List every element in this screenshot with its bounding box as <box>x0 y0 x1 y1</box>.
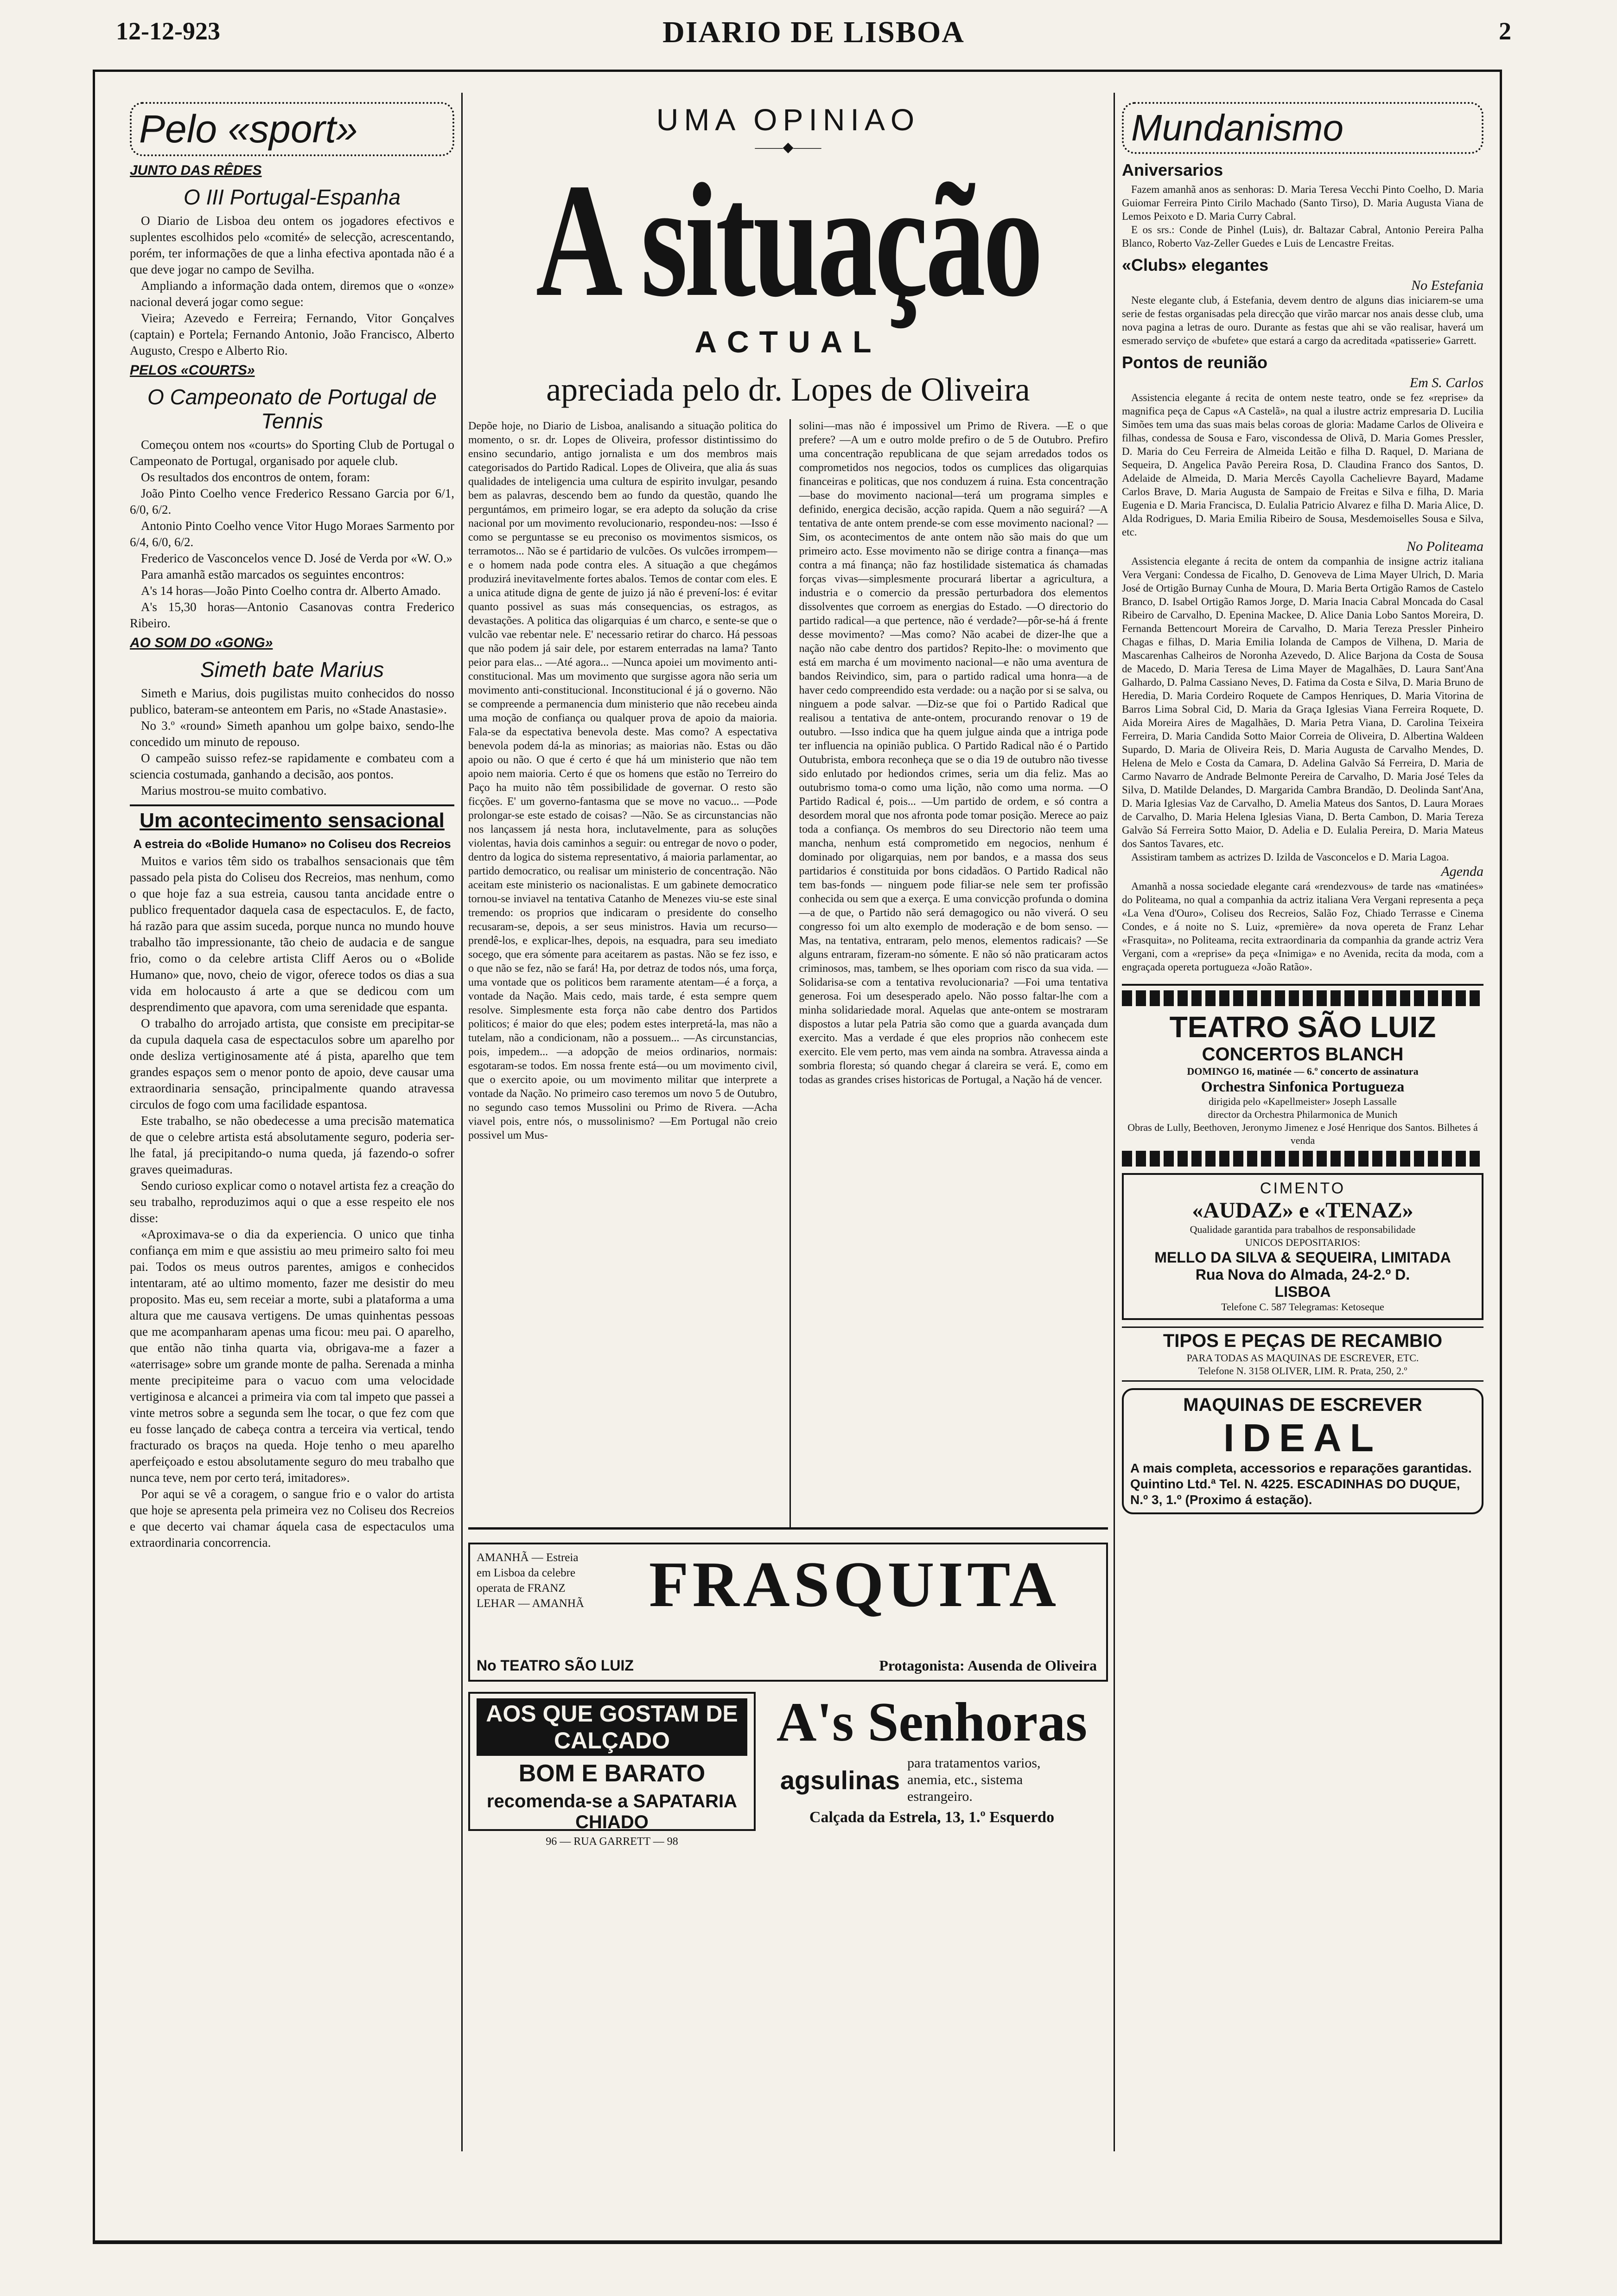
paragraph: Marius mostrou-se muito combativo. <box>141 784 327 797</box>
headline: A situação <box>535 150 1041 331</box>
frasquita-venue: No TEATRO SÃO LUIZ <box>477 1657 634 1674</box>
paragraph: Assistencia elegante á recita de ontem neste teatro, onde se fez «reprise» da magnifica peça de Capus «A Castelã», na qual a ilustre actriz empresaria D. Lucilia Simões tem uma das suas mais belas coroas de gloria: Madame Carlos de Oliveira e filhas, condessa de Sousa e Faro, viscondessa de Olivã, D. Maria Gomes Pressler, D. Maria do Ceu Ferreira de Almeida Leitão e filha D. Raquel, D. Mariana de Sequeira, D. Angelica Pavão Pereira Rosa, D. Claudina Franco dos Santos, D. Adelaide de Almeida, D. Maria Mercês Cayolla Cachelievre Bayard, Madame Carlos Brave, D. Maria Augusta de Sampaio de Freitas e Silva e filha, D. Maria Eugenia e D. Maria Francisca, D. Eulalia Patricio Alvarez e filha D. Maria Alice, D. Alda Rodrigues, D. Maria Emilia Ribeiro de Sousa, Mesdemoiselles Sousa e Silva, etc. <box>1122 392 1483 538</box>
paragraph: Vieira; Azevedo e Ferreira; Fernando, Vitor Gonçalves (captain) e Portela; Fernando Antonio, João Francisco, Alberto Augusto, Crespo e Alberto Rio. <box>130 311 454 357</box>
article-kicker: UMA OPINIAO <box>656 102 920 137</box>
headline-secondary: ACTUAL <box>694 325 882 359</box>
paragraph: Ampliando a informação dada ontem, diremos que o «onze» nacional deverá jogar como segue: <box>130 279 454 309</box>
frasquita-advert <box>468 1543 1108 1682</box>
paragraph: Para amanhã estão marcados os seguintes encontros: <box>141 568 405 581</box>
ad-line: LEHAR — AMANHÃ <box>477 1597 584 1610</box>
teatro-line: Obras de Lully, Beethoven, Jeronymo Jimenez e José Henrique dos Santos. Bilhetes á venda <box>1127 1122 1478 1146</box>
sport-column-title: Pelo «sport» <box>130 102 454 156</box>
article-text-col-1: Depõe hoje, no Diario de Lisboa, analisando a situação politica do momento, o sr. dr. Lopes de Oliveira, professor distintissimo do ensino secundario, antigo jornalista e um dos membros mais categorisados do Partido Radical. Lopes de Oliveira, que alia ás suas qualidades de inteligencia uma cultura de espirito invulgar, pesando bem as palavras, descendo bem ao fundo da questão, quando lhe perguntámos, em primeiro logar, se era adepto da solução da crise nacional por um movimento revolucionario, respondeu-nos: —Isso é como se perguntasse se eu preconiso os movimentos sismicos, os terramotos... Não se é partidario de vulcões. Os vulcões irrompem—e o homem nada pode contra eles. A situação a que chegámos produzirá inevitavelmente fortes abalos. Temos de contar com eles. E a unica atitude digna de gente de juizo já não é prevení-los: é evitar quanto possivel as suas más consequencias, os estragos, as devastações. A politica das oligarquias é um charco, e sente-se que o vulcão vae rebentar nele. E' necessario retirar do charco. Há pessoas que não podem já sair dele, por estarem enterradas na lama? Tanto peior para elas... —Até agora... —Nunca apoiei um movimento anti-constitucional. Mas um movimento que surgisse agora não seria um movimento anti-constitucional. Inconstitucional é já o governo. Não se compreende a permanencia dum ministerio que não recebeu ainda uma moção de confiança ou qualquer prova de apoio da maioria. Fala-se da espectativa benevola deste. Mas como? A espectativa benevola podem dá-la as minorias; as maiorias não. Estas ou dão apoio ou não. O que é certo é que há um ministerio que não tem apoio nem maioria. Certo é que os homens que estão no Terreiro do Paço ha muito não têm possibilidade de governar. O resto são ficções. E' um governo-fantasma que se move no vacuo... —Pode prolongar-se este estado de coisas? —Não. Se as circunstancias não nos lançassem já nesta hora, inclutavelmente, para as soluções violentas, havia dois caminhos a seguir: ou entregar de novo o poder, dentro da logica do sistema representativo, á maioria parlamentar, ao partido democratico, ou realisar um ministerio de concentração. Não aceitam este ministerio os nacionalistas. E um gabinete democratico tornou-se inviavel na tentativa Catanho de Menezes viu-se este sinal tremendo: os proprios que indicaram o presidente do conselho recusaram-se, depois, a ser seus ministros. Havia um recurso—prendê-los, e explicar-lhes, depois, na esquadra, para seu imediato socego, que era sómente para aceitarem as pastas. Não se fez isso, e o que não se fez, não se fará! Ha, por detraz de todos nós, uma força, uma vontade que os politicos bem raramente atentam—é a força, a vontade da Nação. Mais cedo, mais tarde, é esta sempre quem resolve. Simplesmente esta força não cabe dentro dos Partidos politicos; é maior do que eles; podem estes interpretá-la, mas não a tutelam, não a condicionam, não a possuem... —As circunstancias, pois, impedem... —a adopção de meios ordinarios, normais: esgotaram-se todos. Em nossa frente está—ou um movimento civil, que o exercito apoie, ou um movimento militar que interprete a vontade da Nação. No primeiro caso teremos um novo 5 de Outubro, no segundo caso temos Mussolini ou Primo de Rivera. —Acha viavel pois, entre nós, o mussolinismo? —Em Portugal não creio possivel um Mus- <box>468 420 777 1142</box>
paragraph: Por aqui se vê a coragem, o sangue frio e o valor do artista que hoje se apresenta pela primeira vez no Coliseu dos Recreios e que decerto vai chamar áquela casa de espectaculos uma extraordinaria concorrencia. <box>130 1487 454 1550</box>
teatro-title: TEATRO SÃO LUIZ <box>1169 1010 1436 1044</box>
article-body <box>468 419 1108 1530</box>
paragraph: Este trabalho, se não obedecesse a uma precisão matematica de que o celebre artista está absolutamente seguro, poderia ser-lhe fatal, já precipitando-o numa queda, já fazendo-o sofrer graves queimaduras. <box>130 1114 454 1176</box>
paragraph: Começou ontem nos «courts» do Sporting Club de Portugal o Campeonato de Portugal, organisado por aquele club. <box>130 438 454 468</box>
issue-date: 12-12-923 <box>116 17 220 45</box>
senhoras-description: para tratamentos varios, anemia, etc., sistema estrangeiro. <box>907 1755 1041 1804</box>
newspaper-title: DIARIO DE LISBOA <box>662 15 965 49</box>
society-column <box>1122 93 1483 2235</box>
calcado-address: 96 — RUA GARRETT — 98 <box>546 1836 678 1848</box>
calcado-headline: AOS QUE GOSTAM DE CALÇADO <box>477 1698 747 1756</box>
section-heading: AO SOM DO «GONG» <box>130 635 273 651</box>
senhoras-advert <box>765 1692 1099 1831</box>
maquinas-details: A mais completa, accessorios e reparações garantidas. Quintino Ltd.ª Tel. N. 4225. ESCADINHAS DO DUQUE, N.º 3, 1.º (Proximo á estação). <box>1130 1461 1472 1507</box>
venue-heading: Em S. Carlos <box>1409 375 1483 390</box>
article-heading: Simeth bate Marius <box>200 657 384 682</box>
paragraph: No 3.º «round» Simeth apanhou um golpe baixo, sendo-lhe concedido um minuto de repouso. <box>130 719 454 749</box>
venue-heading: Agenda <box>1441 864 1483 879</box>
section-heading: PELOS «COURTS» <box>130 363 255 378</box>
calcado-shop: recomenda-se a SAPATARIA CHIADO <box>486 1791 738 1832</box>
ad-line: AMANHÃ — Estreia <box>477 1551 579 1564</box>
paragraph: Sendo curioso explicar como o notavel artista fez a creação do seu trabalho, reproduzimos aqui o que a esse respeito ele nos disse: <box>130 1179 454 1225</box>
article-heading: O III Portugal-Espanha <box>184 185 401 209</box>
society-column-title: Mundanismo <box>1122 102 1483 154</box>
frasquita-title: FRASQUITA <box>649 1549 1060 1620</box>
teatro-line: Orchestra Sinfonica Portugueza <box>1201 1078 1405 1095</box>
calcado-subline: BOM E BARATO <box>518 1760 706 1787</box>
frasquita-advert-intro <box>477 1550 611 1611</box>
tipos-line: Telefone N. 3158 OLIVER, LIM. R. Prata, 250, 2.º <box>1198 1365 1407 1377</box>
paragraph: Neste elegante club, á Estefania, devem dentro de alguns dias iniciarem-se uma serie de festas organisadas pela direcção que virão marcar nos anais desse club, uma nova pagina a letras de ouro. Durante as festas que ahi se vão realisar, haverá um esmerado serviço de «bufete» que estará a cargo da acreditada «patisserie» Garrett. <box>1122 294 1483 346</box>
cimento-title: «AUDAZ» e «TENAZ» <box>1192 1198 1413 1223</box>
article-heading: Um acontecimento sensacional <box>140 809 445 832</box>
paragraph: E os srs.: Conde de Pinhel (Luis), dr. Baltazar Cabral, Antonio Pereira Palha Blanco, Roberto Vaz-Zeller Guedes e Luis de Lencastre Freitas. <box>1122 224 1483 249</box>
paragraph: Os resultados dos encontros de ontem, foram: <box>141 470 370 484</box>
paragraph: O trabalho do arrojado artista, que consiste em precipitar-se da cupula daquela casa de espectaculos sobre um aparelho por onde desliza vertiginosamente até á pista, aparelho que tem grandes espaços sem o menor ponto de apoio, deve causar uma extraordinaria sensação, principalmente quando atravessa circulos de fogo com uma facilidade espantosa. <box>130 1016 454 1111</box>
sport-column <box>130 93 454 2235</box>
venue-heading: No Politeama <box>1407 539 1483 554</box>
teatro-line: DOMINGO 16, matinée — 6.º concerto de assinatura <box>1187 1065 1419 1077</box>
page-number: 2 <box>1499 17 1511 45</box>
paragraph: O campeão suisso refez-se rapidamente e combateu com a sciencia costumada, ganhando a decisão, aos pontos. <box>130 751 454 781</box>
cimento-contact: Telefone C. 587 Telegramas: Ketoseque <box>1221 1301 1384 1313</box>
ad-line: operata de FRANZ <box>477 1582 566 1594</box>
maquinas-advert <box>1122 1388 1483 1514</box>
divider <box>130 804 454 806</box>
cimento-advert <box>1122 1173 1483 1320</box>
maquinas-brand: IDEAL <box>1223 1416 1382 1460</box>
section-heading: Aniversarios <box>1122 160 1223 179</box>
opinion-column <box>468 93 1108 2235</box>
paragraph: A's 15,30 horas—Antonio Casanovas contra Frederico Ribeiro. <box>130 600 454 630</box>
section-heading: JUNTO DAS RÊDES <box>130 163 262 178</box>
article-subheading: A estreia do «Bolide Humano» no Coliseu dos Recreios <box>133 837 451 851</box>
tipos-advert <box>1122 1327 1483 1382</box>
paragraph: Simeth e Marius, dois pugilistas muito conhecidos do nosso publico, bateram-se anteontem em Paris, no «Stade Anastasie». <box>130 686 454 716</box>
frasquita-cast: Protagonista: Ausenda de Oliveira <box>879 1657 1097 1674</box>
maquinas-title: MAQUINAS DE ESCREVER <box>1183 1395 1422 1415</box>
bottom-adverts <box>468 1691 1108 1848</box>
paragraph: «Aproximava-se o dia da experiencia. O unico que tinha confiança em mim e que assistiu ao meu primeiro salto foi meu pai. Todos os meus outros parentes, amigos e conhecidos intentaram, até ao ultimo momento, fazer me desistir do meu proposito. Mas eu, sem receiar a morte, subi a plataforma a uma altura que me causava vertigens. De umas quinhentas pessoas que me acompanharam apenas uma ficou: meu pai. O aparelho, que então não tinha quarta via, obrigava-me a fazer a «aterrisage» sobre um grande monte de palha. Serenada a minha mente precipiteime para o vacuo com uma velocidade vertiginosa e alcancei a primeira via com tal impeto que passei a vinte metros sobre a segunda sem lhe tocar, o que fez com que eu fosse lançado de cabeça contra a terceira via vertical, tendo fracturado os braços na queda. Hoje tenho o meu aparelho aperfeiçoado e estou absolutamente seguro do meu trabalho que nunca teve, nem por certo terá, imitadores». <box>130 1227 454 1485</box>
article-deck: apreciada pelo dr. Lopes de Oliveira <box>546 371 1030 408</box>
ornamental-border <box>1122 990 1483 1006</box>
teatro-line: dirigida pelo «Kapellmeister» Joseph Lassalle <box>1209 1096 1397 1107</box>
section-heading: «Clubs» elegantes <box>1122 255 1269 274</box>
column-rule-right <box>1114 93 1115 2151</box>
paragraph: Assistencia elegante á recita de ontem da companhia de insigne actriz italiana Vera Vergani: Condessa de Ficalho, D. Genoveva de Lima Mayer Ulrich, D. Maria José de Ortigão Burnay Cunha de Moura, D. Maria Berta Ortigão Ramos de Castelo Branco, D. Isabel Ortigão Ramos Jorge, D. Maria Inacia Cabral Moncada do Casal Ribeiro de Carvalho, D. Epenina Mackee, D. Alice Dania Lobo Santos Moreira, D. Fernanda Bettencourt Moreira de Carvalho, D. Maria Tereza Pressler Pinheiro Chagas e filhas, D. Maria Emilia Iolanda de Campos de Vilhena, D. Maria de Mascarenhas Calheiros de Noronha Azevedo, D. Alice Barjona da Costa de Sousa de Macedo, D. Maria Teresa de Lima Mayer de Magalhães, D. Laura Sant'Ana Galhardo, D. Palma Cassiano Neves, D. Fatima da Costa e Silva, D. Maria Bruno de Heredia, D. Maria Cordeiro Roquete de Campos Henriques, D. Maria Vitorina de Barros Lima Sobral Cid, D. Maria da Graça Iglesias Viana Ferreira Roquete, D. Aida Moreira Aires de Magalhães, D. Maria Petra Viana, D. Carolina Teixeira Ferreira, D. Maria Candida Sotto Maior Correia de Oliveira, D. Albertina Waldeen Supardo, D. Maria de Oliveira Reis, D. Maria Augusta de Carvalho Mendes, D. Helena de Melo e Costa da Camara, D. Adelina Galvão Sá Ferreira, D. Maria de Carmo Navarro de Andrade Belmonte Pereira de Carvalho, D. Maria José Teles da Silva, D. Matilde Delandes, D. Margarida Cambra Brandão, D. Deolinda Sant'Ana, D. Maria Iglesias Vaz de Carvalho, D. Amelia Mateus dos Santos, D. Laura Moraes de Carvalho, D. Maria Helena Iglesias Viana, D. Berta Cambon, D. Maria Tereza Galvão Sá Ferreira Sotto Maior, D. Adelia e D. Eulalia Pereira, D. Maria Mateus dos Santos Tavares, etc. <box>1122 555 1483 849</box>
cimento-line: Qualidade garantida para trabalhos de responsabilidade <box>1190 1224 1416 1235</box>
cimento-company: MELLO DA SILVA & SEQUEIRA, LIMITADA <box>1154 1249 1451 1266</box>
paragraph: Fazem amanhã anos as senhoras: D. Maria Teresa Vecchi Pinto Coelho, D. Maria Guiomar Ferreira Pinto Cirilo Machado (Santo Tirso), D. Maria Augusta Viana de Lemos Peixoto e D. Maria Curry Cabral. <box>1122 184 1483 222</box>
ad-line: em Lisboa da celebre <box>477 1567 576 1579</box>
teatro-subtitle: CONCERTOS BLANCH <box>1202 1044 1404 1065</box>
paragraph: Muitos e varios têm sido os trabalhos sensacionais que têm passado pela pista do Coliseu dos Recreios, mas nenhum, como o que hoje faz a sua estreia, causou tanta ancidade entre o publico frequentador daquela casa de espectaculos. E, de facto, há razão para que assim suceda, porque nunca no mundo houve trabalho tão impressionante, tão cheio de audacia e de sangue frio, como o da celebre artista Cliff Aeros ou o «Bolide Humano» que, novo, cheio de vigor, oferece todos os dias a sua vida em holocausto á arte a que se dedicou com um desprendimento que apavora, com uma serenidade que espanta. <box>130 854 454 1014</box>
cimento-line: UNICOS DEPOSITARIOS: <box>1245 1237 1361 1248</box>
paragraph: Amanhã a nossa sociedade elegante cará «rendezvous» de tarde nas «matinées» do Politeama, no qual a companhia da actriz italiana Vera Vergani representa a peça «La Vena d'Ouro», Coliseu dos Recreios, Salão Foz, Chiado Terrasse e Cinema Condes, e á noite no S. Luiz, «première» da nova opereta de Franz Lehar «Frasquita», no Politeama, recita extraordinaria da companhia da grande actriz Vera Vergani, com a «reprise» da peça «Inimiga» e no Avenida, recita da moda, com a engraçada opereta portugueza «João Ratão». <box>1122 880 1483 973</box>
calcado-advert <box>468 1692 756 1848</box>
paragraph: O Diario de Lisboa deu ontem os jogadores efectivos e suplentes escolhidos pelo «comité» de selecção, acrescentando, porém, ter informações de que a linha efectiva apontada não é a que deve jogar no campo de Sevilha. <box>130 214 454 276</box>
venue-heading: No Estefania <box>1411 278 1483 293</box>
divider <box>1122 984 1483 986</box>
masthead <box>116 12 1511 63</box>
paragraph: Antonio Pinto Coelho vence Vitor Hugo Moraes Sarmento por 6/4, 6/0, 6/2. <box>130 519 454 549</box>
senhoras-address: Calçada da Estrela, 13, 1.º Esquerdo <box>809 1809 1055 1826</box>
teatro-advert <box>1122 1006 1483 1151</box>
cimento-city: LISBOA <box>1274 1283 1331 1300</box>
section-heading: Pontos de reunião <box>1122 353 1268 372</box>
paragraph: Frederico de Vasconcelos vence D. José de Verda por «W. O.» <box>141 551 453 565</box>
paragraph: João Pinto Coelho vence Frederico Ressano Garcia por 6/1, 6/0, 6/2. <box>130 486 454 517</box>
senhoras-title: A's Senhoras <box>776 1691 1088 1753</box>
ornamental-border <box>1122 1151 1483 1167</box>
ornament-rule: ——◆—— <box>755 140 821 155</box>
paragraph: A's 14 horas—João Pinto Coelho contra dr. Alberto Amado. <box>141 584 441 598</box>
article-text-col-2: solini—mas não é impossivel um Primo de Rivera. —E o que prefere? —A um e outro molde prefiro o de 5 de Outubro. Prefiro uma concentração republicana de que sejam arredados todos os comprometidos nos negocios, todos os cumplices das oligarquias financeiras e politicas, que nos conduzem á ruina. Esta concentração—base do movimento nacional—terá um programa simples e definido, energica decisão, acção rapida. Quem a não seguirá? —A tentativa de ante ontem prende-se com esse movimento nacional? —Sim, os acontecimentos de ante ontem não são mais do que um primeiro acto. Esse movimento não se dirige contra a finança—mas contra a má finança; não faz hostilidade sistematica ás chamadas forças vivas—simplesmente procurará libertar a agricultura, a industria e o comercio da pressão perturbadora dos elementos dissolventes que corroem as energias do Estado. —O directorio do partido radical—a que pertence, não é verdade?—pôr-se-há á frente desse movimento? —Mas como? Não acabei de dizer-lhe que a nação não cabe dentro dos partidos? Repito-lhe: o movimento que está em marcha é um movimento nacional—e não uma aventura de bandos Reivindico, sim, para o partido radical uma honra—a de haver cedo compreendido esta verdade: ou a nação por si se salva, ou ninguem a pode salvar. —Diz-se que foi o Partido Radical que realisou a tentativa de ante-ontem, procurando renovar o 19 de outubro. —Isso indica que ha quem julgue ainda que a intriga pode ter influencia na opinião publica. O Partido Radical não é o Partido Outubrista, embora reconheça que se o dia 19 de outubro não tivesse sido enlutado por hediondos crimes, seria um dia feliz. Mas ao outubrismo toma-o como uma lição, não como uma norma. —O Partido Radical é, pois... —Um partido de ordem, e só contra a desordem moral que nos afronta pode tomar posição. Merece ao paiz toda a confiança. Os membros do seu Directorio não teem uma mancha, nenhum está comprometido em negocios, nenhum é dominado por oligarquias, nem por bandos, e a massa dos seus partidarios é constituida por bons cidadãos. O Partido Radical não tem bas-fonds — ninguem pode filiar-se nele sem ter profissão conhecida ou sem que a exerça. E uma convicção profunda o domina—a de que, o Partido não será demagogico ou não viverá. O seu congresso foi um alto exemplo de moderação e de bom senso. —Mas, na tentativa, entraram, pelo menos, elementos radicais? —Se alguns entraram, fizeram-no sómente. E não só não praticaram actos criminosos, mas, tambem, se lhes oporiam com risco da sua vida. —Solidarisa-se com a tentativa revolucionaria? —Foi uma tentativa generosa. Foi um desesperado apelo. Não posso faltar-lhe com a minha solidariedade moral. Aquelas que ante-ontem se mostraram dispostos a lutar pela Patria são como que a guarda avançada dum exercito. Mas a verdade é que eles proprios não conhecem este exercito. Ele vem perto, mas vem ainda na sombra. Atravessa ainda a sombria floresta; só quando chegar á clareira se verá. E, como em todas as grandes crises historicas de Portugal, a Nação há de vencer. <box>799 420 1108 1086</box>
paragraph: Assistiram tambem as actrizes D. Izilda de Vasconcelos e D. Maria Lagoa. <box>1131 851 1449 863</box>
tipos-line: PARA TODAS AS MAQUINAS DE ESCREVER, ETC. <box>1186 1352 1419 1364</box>
teatro-line: director da Orchestra Philarmonica de Munich <box>1208 1109 1398 1120</box>
article-heading: O Campeonato de Portugal de Tennis <box>147 385 437 433</box>
tipos-title: TIPOS E PEÇAS DE RECAMBIO <box>1163 1331 1443 1351</box>
cimento-label: CIMENTO <box>1260 1180 1346 1197</box>
senhoras-product: agsulinas <box>780 1765 900 1795</box>
column-rule-left <box>461 93 463 2151</box>
cimento-address: Rua Nova do Almada, 24-2.º D. <box>1195 1266 1410 1283</box>
